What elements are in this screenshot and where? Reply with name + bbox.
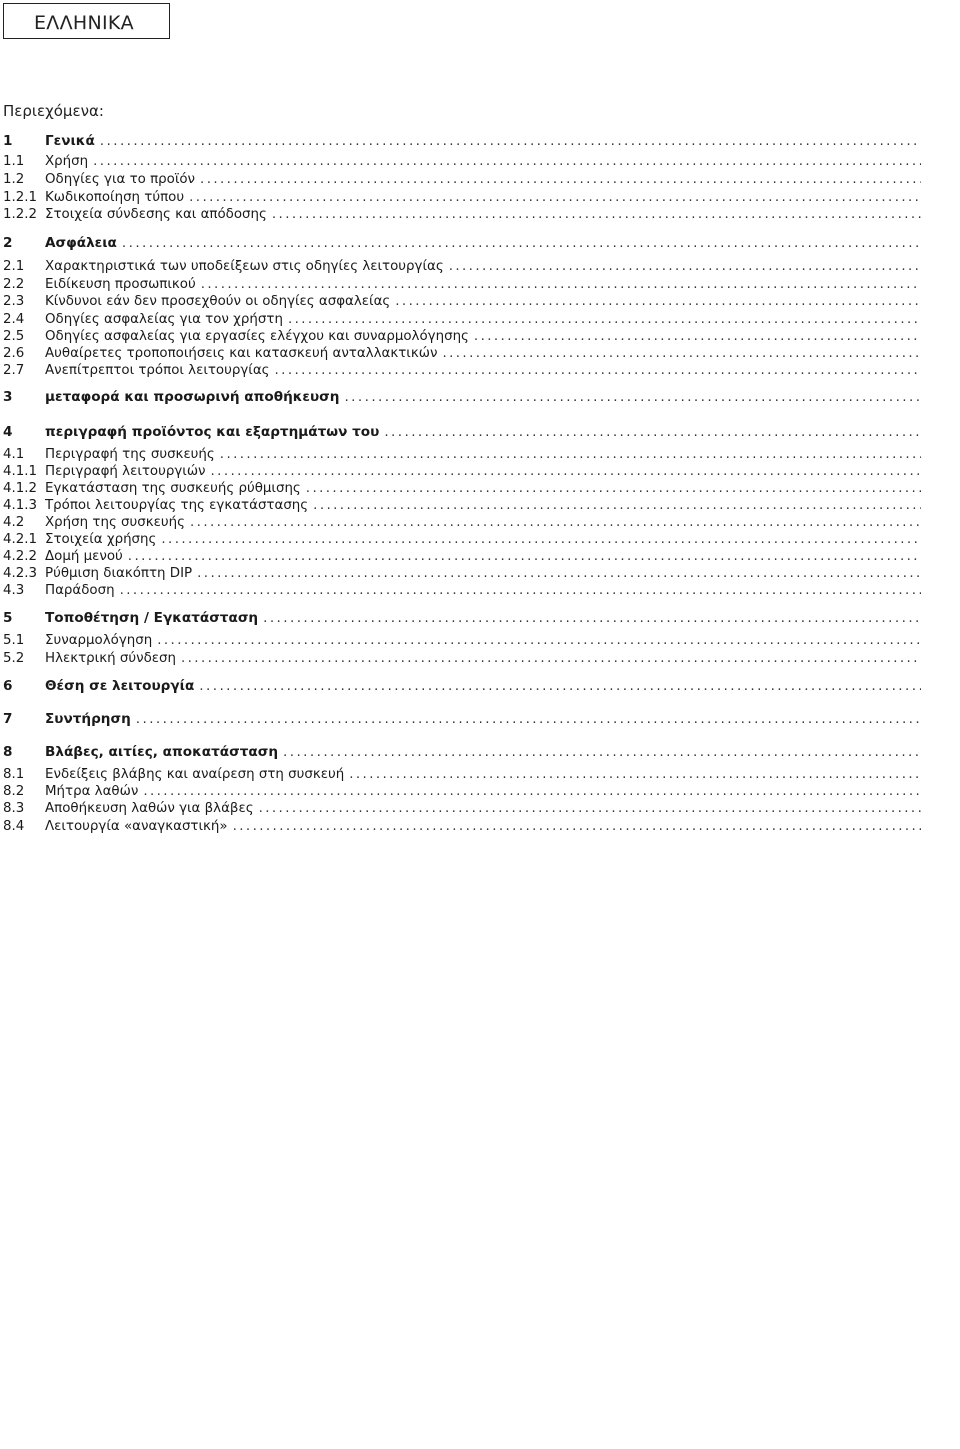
toc-entry[interactable] [3, 171, 921, 189]
toc-entry-title: Χαρακτηριστικά των υποδείξεων στις οδηγίες λειτουργίας [45, 259, 444, 274]
toc-leader-dots [122, 234, 921, 252]
toc-leader-dots [201, 276, 921, 294]
toc-entry[interactable] [3, 531, 921, 549]
toc-leader-dots [120, 582, 921, 600]
toc-entry-title: Περιγραφή λειτουργιών [45, 464, 206, 479]
toc-entry-number: 4.1.3 [3, 498, 38, 513]
toc-leader-dots [143, 783, 921, 801]
toc-leader-dots [283, 743, 921, 761]
toc-entry-title: Στοιχεία σύνδεσης και απόδοσης [45, 207, 267, 222]
toc-entry-title: Ειδίκευση προσωπικού [45, 277, 196, 292]
toc-entry[interactable] [3, 153, 921, 171]
toc-leader-dots [233, 818, 921, 836]
toc-entry[interactable] [3, 328, 921, 346]
toc-entry[interactable] [3, 609, 921, 627]
toc-leader-dots [100, 132, 921, 150]
toc-entry-number: 3 [3, 389, 13, 405]
toc-entry[interactable] [3, 677, 921, 695]
toc-entry-title: Οδηγίες ασφαλείας για τον χρήστη [45, 312, 283, 327]
toc-entry-title: Ρύθμιση διακόπτη DIP [45, 566, 193, 581]
toc-entry[interactable] [3, 480, 921, 498]
toc-entry-title: περιγραφή προϊόντος και εξαρτημάτων του [45, 424, 380, 440]
toc-entry-title: Περιγραφή της συσκευής [45, 447, 215, 462]
toc-entry[interactable] [3, 632, 921, 650]
toc-leader-dots [157, 632, 921, 650]
toc-entry[interactable] [3, 463, 921, 481]
toc-heading: Περιεχόμενα: [3, 102, 104, 120]
toc-entry-title: Δομή μενού [45, 549, 123, 564]
toc-entry-title: Μήτρα λαθών [45, 784, 139, 799]
toc-entry-title: μεταφορά και προσωρινή αποθήκευση [45, 389, 340, 405]
toc-entry-number: 5.1 [3, 633, 25, 648]
toc-entry-number: 1.2.1 [3, 190, 38, 205]
toc-leader-dots [272, 206, 921, 224]
toc-entry-number: 2.6 [3, 346, 25, 361]
toc-entry-title: Χρήση της συσκευής [45, 515, 186, 530]
toc-leader-dots [384, 423, 921, 441]
toc-leader-dots [275, 362, 921, 380]
toc-entry[interactable] [3, 311, 921, 329]
toc-leader-dots [128, 548, 921, 566]
toc-entry[interactable] [3, 189, 921, 207]
toc-leader-dots [181, 650, 921, 668]
toc-entry-number: 1.2.2 [3, 207, 38, 222]
toc-entry-number: 4.1.2 [3, 481, 38, 496]
toc-entry-title: Λειτουργία «αναγκαστική» [45, 819, 228, 834]
toc-entry-number: 4.1 [3, 447, 25, 462]
toc-entry-title: Βλάβες, αιτίες, αποκατάσταση [45, 744, 278, 760]
toc-entry-number: 4.2 [3, 515, 25, 530]
toc-leader-dots [349, 766, 921, 784]
toc-entry[interactable] [3, 710, 921, 728]
toc-leader-dots [474, 328, 921, 346]
toc-entry-title: Κίνδυνοι εάν δεν προσεχθούν οι οδηγίες ασφαλείας [45, 294, 391, 309]
toc-entry[interactable] [3, 276, 921, 294]
toc-entry-number: 8 [3, 744, 13, 760]
toc-entry-number: 8.2 [3, 784, 25, 799]
toc-entry[interactable] [3, 293, 921, 311]
toc-entry[interactable] [3, 388, 921, 406]
toc-entry-number: 2.5 [3, 329, 25, 344]
toc-leader-dots [189, 189, 921, 207]
toc-entry-title: Ανεπίτρεπτοι τρόποι λειτουργίας [45, 363, 270, 378]
toc-entry[interactable] [3, 345, 921, 363]
toc-entry-title: Οδηγίες ασφαλείας για εργασίες ελέγχου και συναρμολόγησης [45, 329, 469, 344]
toc-entry-title: Εγκατάσταση της συσκευής ρύθμισης [45, 481, 301, 496]
toc-entry-number: 1.2 [3, 172, 25, 187]
toc-entry-title: Θέση σε λειτουργία [45, 678, 195, 694]
toc-entry-number: 2.3 [3, 294, 25, 309]
toc-entry-title: Χρήση [45, 154, 89, 169]
toc-entry-number: 5.2 [3, 651, 25, 666]
toc-entry-number: 1 [3, 133, 13, 149]
toc-entry[interactable] [3, 783, 921, 801]
toc-entry[interactable] [3, 258, 921, 276]
toc-entry-number: 2 [3, 235, 13, 251]
toc-entry-title: Οδηγίες για το προϊόν [45, 172, 196, 187]
toc-entry-title: Αποθήκευση λαθών για βλάβες [45, 801, 254, 816]
toc-entry[interactable] [3, 446, 921, 464]
toc-entry-title: Τρόποι λειτουργίας της εγκατάστασης [45, 498, 309, 513]
toc-entry-title: Γενικά [45, 133, 95, 149]
toc-entry-number: 2.2 [3, 277, 25, 292]
toc-entry-title: Παράδοση [45, 583, 115, 598]
toc-entry-number: 2.1 [3, 259, 25, 274]
toc-leader-dots [288, 311, 921, 329]
toc-entry-number: 7 [3, 711, 13, 727]
toc-entry-number: 2.7 [3, 363, 25, 378]
toc-entry-number: 8.3 [3, 801, 25, 816]
toc-leader-dots [161, 531, 921, 549]
toc-leader-dots [306, 480, 921, 498]
toc-entry-title: Στοιχεία χρήσης [45, 532, 157, 547]
toc-entry-number: 2.4 [3, 312, 25, 327]
toc-leader-dots [197, 565, 921, 583]
toc-entry[interactable] [3, 582, 921, 600]
toc-entry[interactable] [3, 234, 921, 252]
toc-entry-title: Ενδείξεις βλάβης και αναίρεση στη συσκευή [45, 767, 345, 782]
toc-entry[interactable] [3, 423, 921, 441]
toc-entry-number: 4.2.1 [3, 532, 38, 547]
toc-entry[interactable] [3, 743, 921, 761]
toc-entry-title: Ηλεκτρική σύνδεση [45, 651, 176, 666]
toc-entry-number: 4.2.3 [3, 566, 38, 581]
toc-entry[interactable] [3, 548, 921, 566]
toc-leader-dots [259, 800, 921, 818]
toc-leader-dots [263, 609, 921, 627]
toc-entry-number: 5 [3, 610, 13, 626]
toc-entry-number: 4.1.1 [3, 464, 38, 479]
language-header-box [3, 3, 170, 39]
toc-entry-title: Συντήρηση [45, 711, 131, 727]
toc-entry[interactable] [3, 497, 921, 515]
toc-leader-dots [136, 710, 921, 728]
toc-entry[interactable] [3, 132, 921, 150]
toc-leader-dots [200, 171, 921, 189]
toc-entry[interactable] [3, 800, 921, 818]
toc-leader-dots [344, 388, 921, 406]
toc-leader-dots [190, 514, 921, 532]
toc-entry-number: 6 [3, 678, 13, 694]
language-label: ΕΛΛΗΝΙΚΑ [34, 12, 134, 34]
toc-entry[interactable] [3, 514, 921, 532]
toc-entry-number: 4.3 [3, 583, 25, 598]
toc-entry-number: 4 [3, 424, 13, 440]
toc-entry-title: Τοποθέτηση / Εγκατάσταση [45, 610, 259, 626]
toc-leader-dots [199, 677, 921, 695]
toc-entry-title: Αυθαίρετες τροποποιήσεις και κατασκευή ανταλλακτικών [45, 346, 438, 361]
toc-leader-dots [313, 497, 921, 515]
toc-entry-number: 4.2.2 [3, 549, 38, 564]
toc-entry[interactable] [3, 818, 921, 836]
toc-entry-number: 1.1 [3, 154, 25, 169]
toc-entry[interactable] [3, 565, 921, 583]
toc-leader-dots [93, 153, 921, 171]
toc-entry-title: Συναρμολόγηση [45, 633, 153, 648]
toc-entry-title: Ασφάλεια [45, 235, 117, 251]
toc-entry-number: 8.4 [3, 819, 25, 834]
toc-entry[interactable] [3, 766, 921, 784]
toc-leader-dots [211, 463, 921, 481]
toc-entry-title: Κωδικοποίηση τύπου [45, 190, 185, 205]
toc-entry-number: 8.1 [3, 767, 25, 782]
toc-entry[interactable] [3, 206, 921, 224]
toc-entry[interactable] [3, 362, 921, 380]
toc-leader-dots [442, 345, 921, 363]
toc-leader-dots [395, 293, 921, 311]
toc-entry[interactable] [3, 650, 921, 668]
toc-leader-dots [449, 258, 921, 276]
toc-leader-dots [220, 446, 921, 464]
